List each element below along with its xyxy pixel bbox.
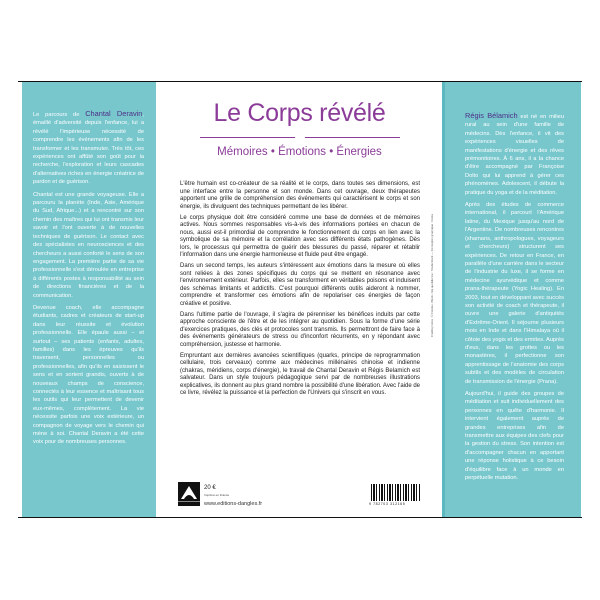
bio-paragraph: , émaillé d'adversité depuis l'enfance, lui a révélé l'impérieuse nécessité de comprendre les événements afin de les transformer et les transmuter. Très tôt, ces expériences ont affûté son goût pour la recherche, l'exploration et leurs cascades d'alternatives riches en énergie créatrice de pardon et de guérison. [33,112,144,186]
barcode [371,484,421,501]
title-rule-right [305,137,400,138]
publisher-website[interactable]: www.editions-dangles.fr [204,501,263,507]
bio-paragraph: Devenue coach, elle accompagne étudiants, cadres et créateurs de start-up dans leur réussite et évolution professionnelle. Elle épaule aussi – et surtout – ses patients (enfants, adultes, familles) dans les épreuves qu'ils traversent, personnelles ou professionnelles, afin qu'ils en saisissent le sens et en sortent grandis, ouverts à de nouveaux champs de conscience, connectés à leur essence et maîtrisant tous les outils qui leur permettent de devenir eux-mêmes, complètement. La vie nécessite parfois une voix extérieure, un compagnon de voyage vers le chemin qui mène à soi. Chantal Deravin a été cette voix pour de nombreuses personnes. [33,304,144,446]
bio-paragraph: Chantal est une grande voyageuse. Elle a parcouru la planète (Inde, Asie, Amérique du Sud, Afrique...) et a rencontré sur son chemin des maîtres qui lui ont transmis leur savoir et l'ont ouverte à de nouvelles techniques de guérison. Le contact avec des spécialistes en neurosciences et des chercheurs a aussi conforté le sens de son engagement. La première partie de sa vie professionnelle s'est déroulée en entreprise à différents postes à responsabilité au sein de directions financières et de la communication. [33,191,144,299]
blurb [180,181,420,401]
blurb-paragraph: Dans un second temps, les auteurs s'intéressent aux émotions dans la mesure où elles sont reliées à des zones spécifiques du corps qui se mettent en résonance avec l'environnement extérieur. Parfois, elles se transforment en véritables poisons et induisent des schémas limitants et addictifs. C'est pourquoi différents outils aideront à nommer, comprendre et transformer ces émotions afin de repolariser ces énergies de façon créative et positive. [180,263,420,307]
isbn: 9 782703 312165 [369,502,406,506]
author-name: Régis Bélamich [465,111,518,120]
author-name: Chantal Deravin [85,109,143,118]
back-cover [157,82,442,517]
publisher-logo [178,482,200,506]
bio-paragraph: est né en milieu rural au sein d'une famille de médecins. Dès l'enfance, il vit des expériences visuelles de manifestations d'énergie et des rêves prémonitoires. À 6 ans, il a la chance d'être accompagné par Françoise Dolto qui lui apprend à gérer ces phénomènes. Adolescent, il débute la pratique du yoga et de la méditation. [465,114,564,196]
blurb-paragraph: Empruntant aux dernières avancées scientifiques (quarks, principe de reprogrammation cellulaire, trois cerveaux) comme aux médecines millénaires chinoise et indienne (chakras, méridiens, corps d'énergie), le travail de Chantal Deravin et Régis Belamich est salvateur. Dans un style toujours pédagogique servi par de nombreuses illustrations explicatives, ils donnent au plus grand nombre la possibilité d'une libération. Avec l'aide de ce livre, révélez la puissance et la perfection de l'Univers qui s'inscrit en vous. [180,352,420,396]
blurb-paragraph: Le corps physique doit être considéré comme une base de données et de mémoires actives. Nous sommes responsables vis-à-vis des informations portées en chacun de nous, aussi est-il primordial de comprendre le fonctionnement du corps en lien avec la symbolique de sa mémoire et la corrélation avec ses différents états pathogènes. Dès lors, le processus qui permettra de guérir des blessures du passé, réparer et rétablir l'information dans une énergie harmonieuse et fluide peut être engagé. [180,214,420,258]
trim-line-bottom [18,517,582,518]
left-flap [22,82,156,517]
book-subtitle: Mémoires • Émotions • Énergies [217,146,382,158]
right-flap [442,82,581,517]
printed-in: Imprimé en France [204,493,230,497]
book-title: Le Corps révélé [213,99,386,127]
price: 20 € [204,485,216,491]
photo-credits: Crédits photos : © Fotolia • iStock • Vie quotidienne : Shutterstock — Conception graphique : Costa [430,214,434,337]
bio-paragraph: Aujourd'hui, il guide des groupes de méditation et suit individuellement des personnes en quête d'harmonie. Il intervient également auprès de grandes entreprises afin de transmettre aux équipes des clefs pour la gestion du stress. Son intention est d'accompagner chacun en apportant une réponse holistique à ce besoin d'équilibre face à un monde en perpétuelle mutation. [465,391,564,482]
author-bio-chantal [33,110,144,451]
blurb-paragraph: L'être humain est co-créateur de sa réalité et le corps, dans toutes ses dimensions, est une interface entre la personne et son monde. Dans cet ouvrage, deux thérapeutes apportent une grille de compréhension des événements qui caractérisent le corps et son énergie, ils divulguent des techniques permettant de les libérer. [180,181,420,210]
bio-paragraph: Après des études de commerce international, il parcourt l'Amérique latine, du Mexique jusqu'au nord de l'Argentine. De nombreuses rencontres (shamans, anthropologues, voyageurs et chercheurs) structurent ses expériences. De retour en France, en parallèle d'une carrière dans le secteur de l'industrie du luxe, il se forme en médecine ayurvédique et comme prana-thérapeute (Yogic Healing). En 2003, tout en développant avec succès son activité de coach et thérapeute, il ouvre une galerie d'antiquités d'Extrême-Orient. Il séjourne plusieurs mois en Inde et dans l'Himalaya où il côtoie des yogis et des ermites. Auprès d'eux, dans les grottes ou les monastères, il perfectionne son apprentissage de l'anatomie des corps subtils et des modèles de circulation de transmission de l'énergie (Prana). [465,202,564,385]
blurb-paragraph: Dans l'ultime partie de l'ouvrage, il s'agira de pérenniser les bénéfices induits par cette approche consciente de l'être et de les intégrer au quotidien. Sous la forme d'une série d'exercices pratiques, des clés et protocoles sont transmis. Ils permettront de faire face à des événements générateurs de stress ou d'inconfort récurrents, en y répondant avec compréhension, justesse et harmonie. [180,311,420,348]
bio-intro: Le parcours de [33,112,86,118]
author-bio-regis [465,112,564,486]
title-rule-left [200,137,295,138]
